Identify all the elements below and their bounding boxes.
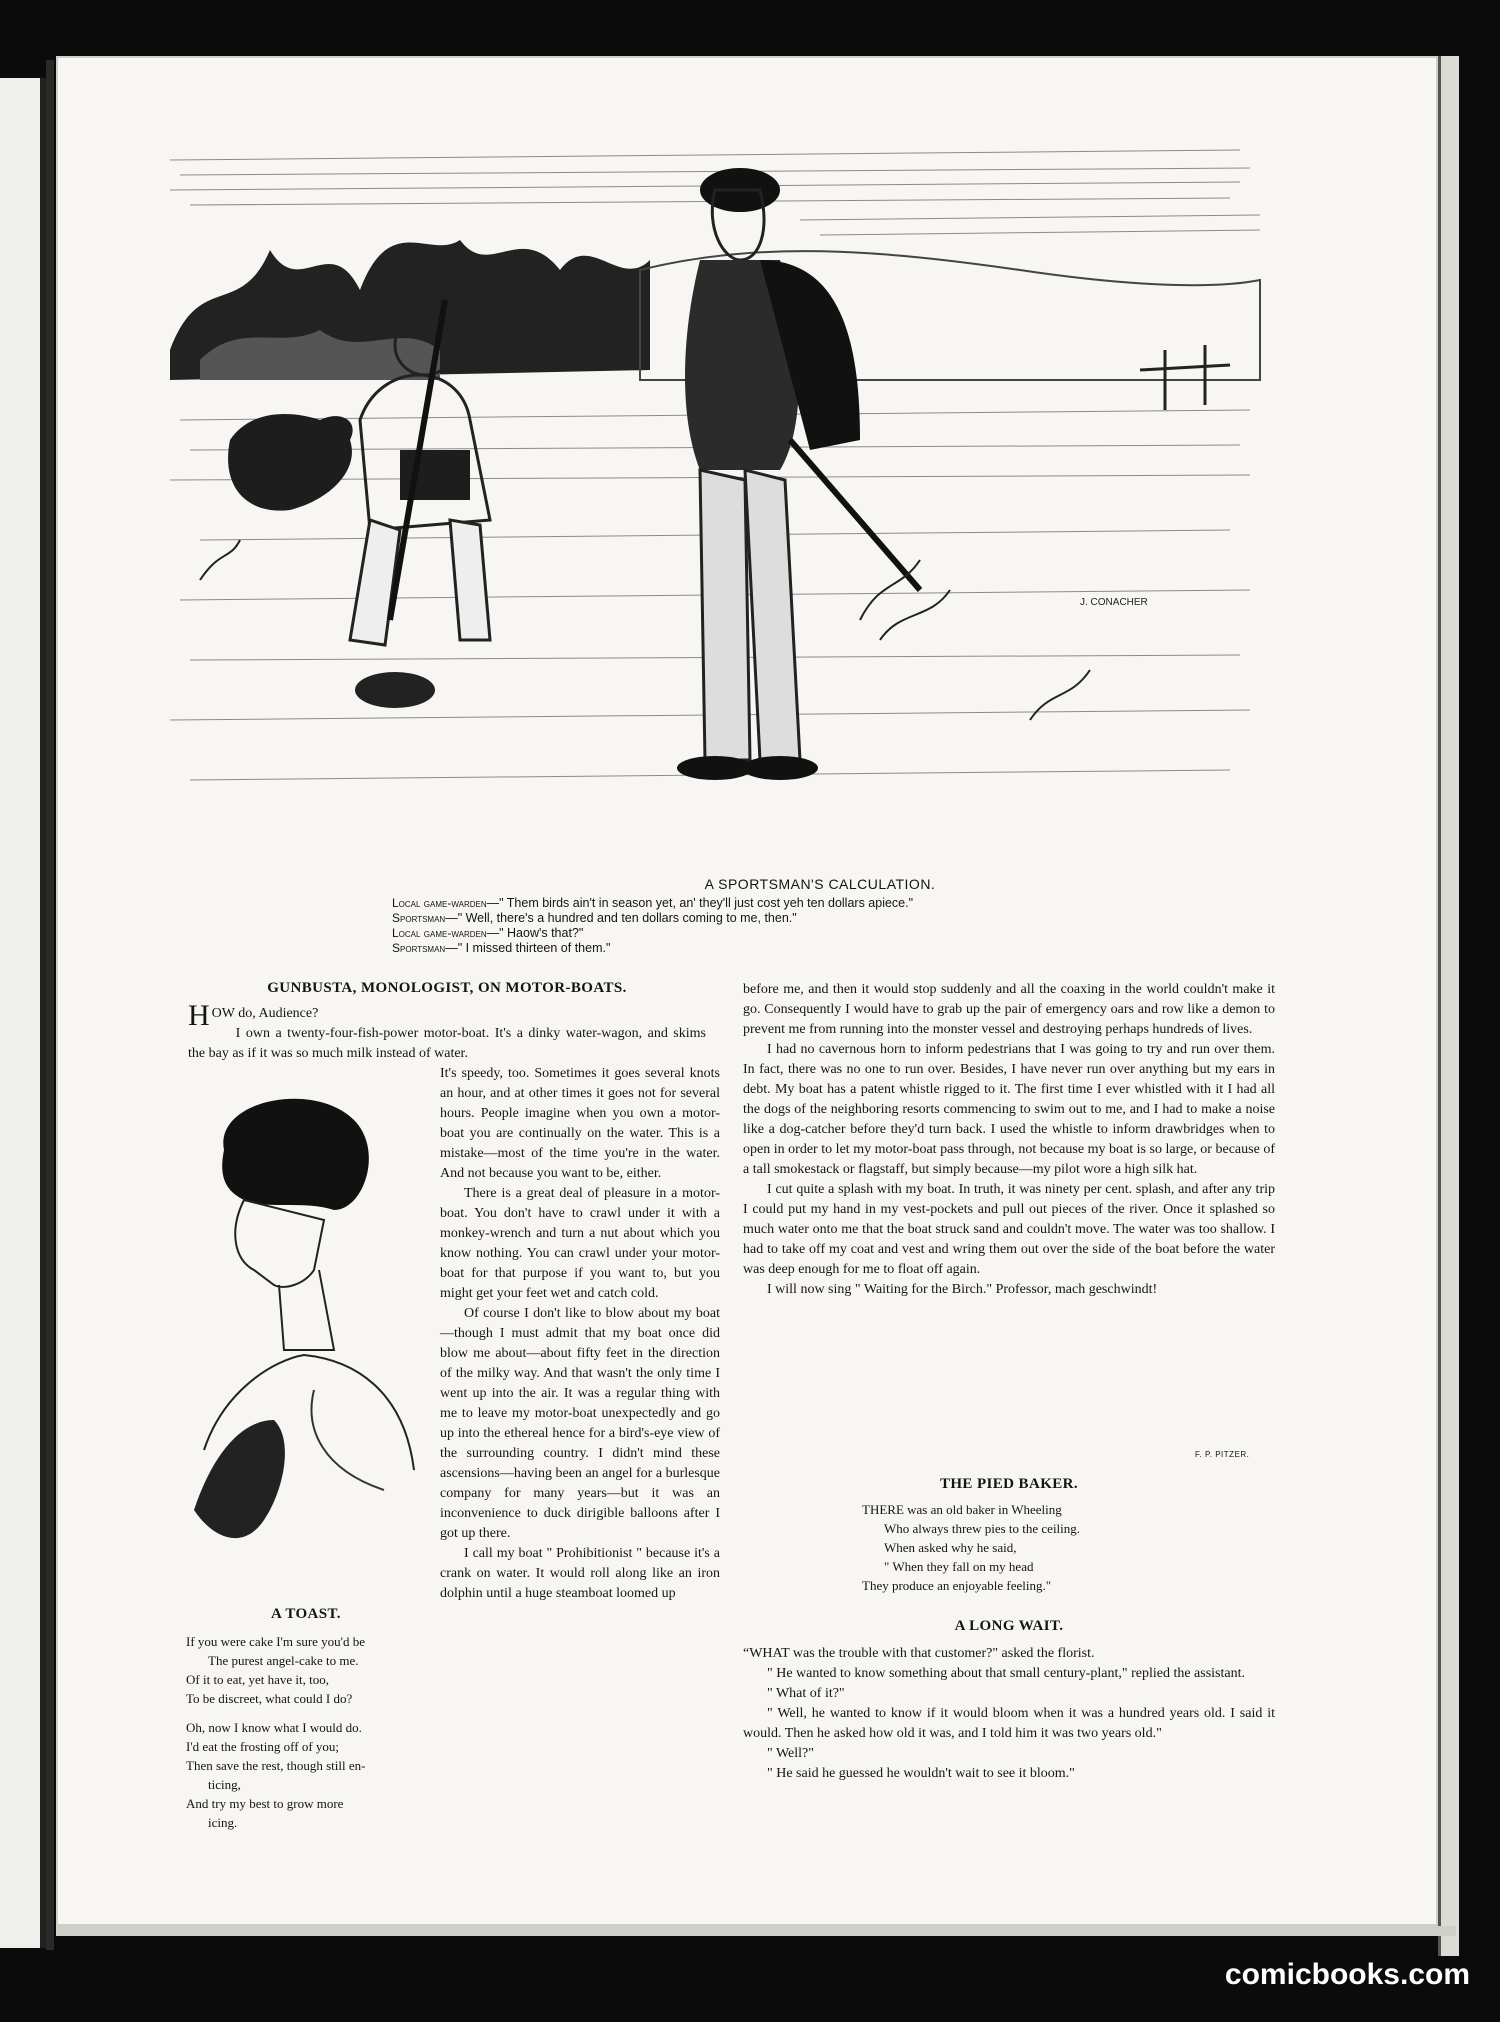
poem-line: If you were cake I'm sure you'd be [186, 1634, 366, 1649]
poem-pied-baker [862, 1500, 1192, 1595]
article-column-right: before me, and then it would stop suddenly and all the coaxing in the world couldn't make it go. Consequently I would have to grab up the pair of emergency oars and row like a demon to prevent me from running into the monster vessel and destroying perhaps hundreds of lives. I had no cavernous horn to inform pedestrians that I was going to try and run over them. In fact, there was no one to run over. Besides, I have never run over anything but my ears in debt. My boat has a patent whistle rigged to it. The first time I ever whistled with it I had all the dogs of the neighboring resorts commencing to swim out to me, and I had to make a noise like a dog-catcher before they'd turn back. I used the whistle to inform drawbridges when to open in order to let my motor-boat pass through, not because my boat is so large, or because of a tall smokestack or flagstaff, but simply because—my pilot wore a high silk hat. I cut quite a splash with my boat. In truth, it was ninety per cent. splash, and after any trip I could put my hand in my vest-pockets and pull out pieces of the river. Once it splashed so much water onto me that the boat struck sand and couldn't move. The water was too shallow. I had to take off my coat and vest and wring them out over the side of the boat before the water was deep enough for me to float off again. I will now sing " Waiting for the Birch." Professor, mach geschwindt! [743, 982, 1275, 1297]
sportsman-illustration [160, 120, 1270, 860]
book-spine [46, 60, 54, 1950]
caption-line: Local game-warden—" Haow's that?" [392, 926, 584, 940]
site-watermark: comicbooks.com [1224, 1958, 1470, 1991]
poem-title-toast: A TOAST. [271, 1606, 341, 1622]
poem-line: The purest angel-cake to me. [208, 1653, 359, 1668]
artist-signature: J. CONACHER [1080, 597, 1148, 608]
caption-title: A SPORTSMAN'S CALCULATION. [704, 876, 936, 892]
article-long-wait: “WHAT was the trouble with that customer?" asked the florist. " He wanted to know something about that small century-plant," replied the assistant. " What of it?" " Well, he wanted to know if it would bloom when it was a hundred years old. I said it would. Then he asked how old it was, and I told him it was two years old." " Well?" " He said he guessed he wouldn't wait to see it bloom." [743, 1646, 1275, 1781]
poem-line: To be discreet, what could I do? [186, 1691, 353, 1706]
article-intro: HOW do, Audience? I own a twenty-four-fish-power motor-boat. It's a dinky water-wagon, and skims the bay as if it was so much milk instead of water. [188, 999, 706, 1061]
poem-line: icing. [208, 1815, 238, 1830]
poem-line: Of it to eat, yet have it, too, [186, 1672, 329, 1687]
poem-line: Who always threw pies to the ceiling. [884, 1521, 1081, 1536]
poem-line: When asked why he said, [884, 1540, 1017, 1555]
caption-line: Local game-warden—" Them birds ain't in season yet, an' they'll just cost yeh ten dollars apiece." [392, 896, 914, 910]
poem-line: They produce an enjoyable feeling." [862, 1578, 1052, 1593]
dropcap: H [188, 999, 210, 1032]
poem-line: " When they fall on my head [884, 1559, 1034, 1574]
caption-line: Sportsman—" Well, there's a hundred and ten dollars coming to me, then." [392, 911, 797, 925]
woman-portrait-illustration [184, 1090, 420, 1590]
poem-line: Then save the rest, though still en- [186, 1758, 366, 1773]
caption-line: Sportsman—" I missed thirteen of them." [392, 941, 611, 955]
poem-title-pied-baker: THE PIED BAKER. [939, 1476, 1079, 1492]
page-stack-edge [1438, 56, 1459, 1956]
article-column-narrow: It's speedy, too. Sometimes it goes several knots an hour, and at other times it goes not for several hours. People imagine when you own a motor-boat you are continually on the water. This is a mistake—most of the time you're in the water. And not because you want to be, either. There is a great deal of pleasure in a motor-boat. You don't have to crawl under it with a monkey-wrench and turn a nut about which you know nothing. You can crawl under your motor-boat for that purpose if you want to, but you might get your feet wet and catch cold. Of course I don't like to blow about my boat—though I must admit that my boat once did blow me about—about fifty feet in the direction of the milky way. And that wasn't the only time I went up into the air. It was a regular thing with me to leave my motor-boat unexpectedly and go up into the ethereal hence for a bird's-eye view of the surrounding country. I didn't mind these ascensions—having been an angel for a burlesque company for many years—but it was an inconvenience to duck dirigible balloons after I got up there. I call my boat " Prohibitionist " because it's a crank on water. It would roll along like an iron dolphin until a huge steamboat loomed up [440, 1066, 720, 1601]
poem-line: I'd eat the frosting off of you; [186, 1739, 340, 1754]
article-title-long-wait: A LONG WAIT. [954, 1618, 1064, 1634]
poem-line: ticing, [208, 1777, 241, 1792]
adjacent-page-edge [0, 78, 46, 1948]
poem-line: Oh, now I know what I would do. [186, 1720, 362, 1735]
caption-dialogue [392, 896, 1152, 956]
poem-toast [186, 1632, 426, 1832]
page-bottom-edge [56, 1926, 1456, 1936]
author-signature: F. P. PITZER. [1195, 1450, 1250, 1459]
poem-line: And try my best to grow more [186, 1796, 344, 1811]
article-title-gunbusta: GUNBUSTA, MONOLOGIST, ON MOTOR-BOATS. [267, 980, 627, 996]
poem-line: THERE was an old baker in Wheeling [862, 1502, 1062, 1517]
